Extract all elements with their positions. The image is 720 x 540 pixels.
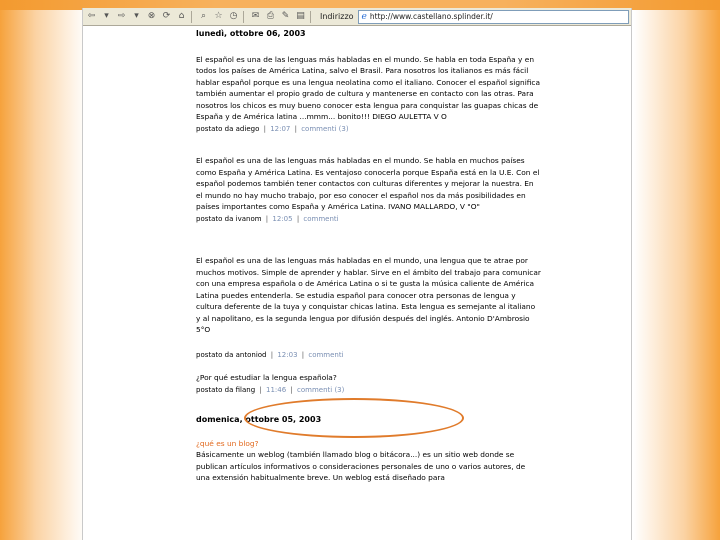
comments-link[interactable]: commenti bbox=[303, 214, 339, 223]
comments-link[interactable]: commenti (3) bbox=[297, 385, 345, 394]
post-author: adiego bbox=[235, 124, 260, 133]
meta-separator: | bbox=[270, 350, 274, 359]
toolbar-separator bbox=[243, 11, 244, 23]
print-icon[interactable]: ⎙ bbox=[266, 11, 275, 21]
meta-separator: | bbox=[294, 124, 297, 133]
blog-post bbox=[196, 255, 541, 361]
address-bar[interactable] bbox=[358, 10, 629, 24]
post-body: El español es una de las lenguas más habladas en el mundo, una lengua que te atrae por muchos motivos. Simple de aprender y hablar. Sirve en el ámbito del trabajo para comunicar con una empresa española o de América Latina o si te gusta la música caliente de América Latina puedes entenderla. Se estudia español para conocer otra personas de lengua y cultura deferente de la tuya y conquistar chicas latina. Esta lengua es semejante al italiano y al napolitano, es la segunda lengua por difusión después del inglés. Antonio D'Ambrosio 5°O bbox=[196, 256, 541, 334]
blog-post bbox=[196, 155, 541, 225]
browser-toolbar bbox=[83, 8, 631, 26]
meta-prefix: postato da bbox=[196, 350, 234, 359]
toolbar-separator bbox=[310, 11, 311, 23]
favorites-icon[interactable]: ☆ bbox=[214, 11, 223, 21]
history-icon[interactable]: ◷ bbox=[229, 11, 238, 21]
meta-separator: | bbox=[301, 350, 305, 359]
address-url[interactable]: http://www.castellano.splinder.it/ bbox=[369, 12, 493, 21]
post-time-link[interactable]: 12:05 bbox=[272, 214, 293, 223]
post-body: El español es una de las lenguas más habladas en el mundo. Se habla en toda España y en todos los países de América Latina, salvo el Brasil. Para nosotros los italianos es más fácil hablar español porque es una lengua neolatina como el italiano. Conocer el español significa también aumentar el propio grado de cultura y mantenerse en contacto con las otras. Para nosotros los chicos es muy bueno conocer esta lengua para conquistar las guapas chicas de España y de América latina ...mmm... bonito!!! DIEGO AULETTA V O bbox=[196, 54, 541, 121]
post-meta bbox=[196, 385, 541, 397]
toolbar-separator bbox=[191, 11, 192, 23]
mail-icon[interactable]: ✉ bbox=[251, 11, 260, 21]
meta-separator: | bbox=[296, 214, 300, 223]
search-icon[interactable]: ⌕ bbox=[200, 11, 207, 21]
blog-post bbox=[196, 54, 541, 136]
blog-post bbox=[196, 438, 541, 484]
meta-separator: | bbox=[259, 385, 262, 394]
meta-separator: | bbox=[290, 385, 293, 394]
post-date: lunedì, ottobre 06, 2003 bbox=[196, 29, 306, 38]
post-title-link[interactable]: ¿qué es un blog? bbox=[196, 438, 259, 448]
post-date: domenica, ottobre 05, 2003 bbox=[196, 415, 322, 424]
address-label: Indirizzo bbox=[320, 12, 354, 21]
post-author: ivanom bbox=[235, 214, 262, 223]
post-time-link[interactable]: 11:46 bbox=[266, 385, 287, 394]
dropdown-arrow-icon[interactable]: ▾ bbox=[134, 11, 139, 21]
comments-link[interactable]: commenti (3) bbox=[301, 124, 349, 133]
forward-arrow-icon[interactable]: ⇨ bbox=[117, 11, 126, 21]
home-icon[interactable]: ⌂ bbox=[178, 11, 185, 21]
refresh-icon[interactable]: ⟳ bbox=[162, 11, 171, 21]
meta-separator: | bbox=[263, 124, 266, 133]
meta-separator: | bbox=[265, 214, 269, 223]
post-author: antoniod bbox=[235, 350, 267, 359]
post-time-link[interactable]: 12:03 bbox=[277, 350, 298, 359]
post-author: filang bbox=[235, 385, 256, 394]
post-body: El español es una de las lenguas más habladas en el mundo. Se habla en muchos países como España y América Latina. Es ventajoso conocerla porque España está en la U.E. Con el español podemos también tener contactos con culturas diferentes y mejorar la nuestra. En el mundo no hay mucho trabajo, por eso conocer el español nos da más posibilidades en países importantes como España y América Latina. IVANO MALLARDO, V "O" bbox=[196, 156, 540, 211]
post-title: ¿Por qué estudiar la lengua española? bbox=[196, 373, 337, 382]
post-meta bbox=[196, 214, 541, 226]
meta-prefix: postato da bbox=[196, 124, 234, 133]
stop-icon[interactable]: ⊗ bbox=[147, 11, 156, 21]
meta-prefix: postato da bbox=[196, 385, 234, 394]
discuss-icon[interactable]: ▤ bbox=[296, 11, 305, 21]
post-meta bbox=[196, 124, 541, 136]
blog-post bbox=[196, 372, 541, 396]
page-icon: ℯ bbox=[361, 11, 367, 22]
edit-icon[interactable]: ✎ bbox=[281, 11, 290, 21]
dropdown-arrow-icon[interactable]: ▾ bbox=[104, 11, 109, 21]
back-arrow-icon[interactable]: ⇦ bbox=[87, 11, 96, 21]
highlight-ellipse bbox=[244, 398, 464, 438]
comments-link[interactable]: commenti bbox=[308, 350, 344, 359]
post-time-link[interactable]: 12:07 bbox=[270, 124, 291, 133]
post-body: Básicamente un weblog (también llamado blog o bitácora...) es un sitio web donde se publican artículos informativos o consideraciones personales de uno o varios autores, de una extensión habitualmente breve. Un weblog está diseñado para bbox=[196, 450, 526, 482]
meta-prefix: postato da bbox=[196, 214, 234, 223]
post-meta bbox=[196, 350, 541, 362]
